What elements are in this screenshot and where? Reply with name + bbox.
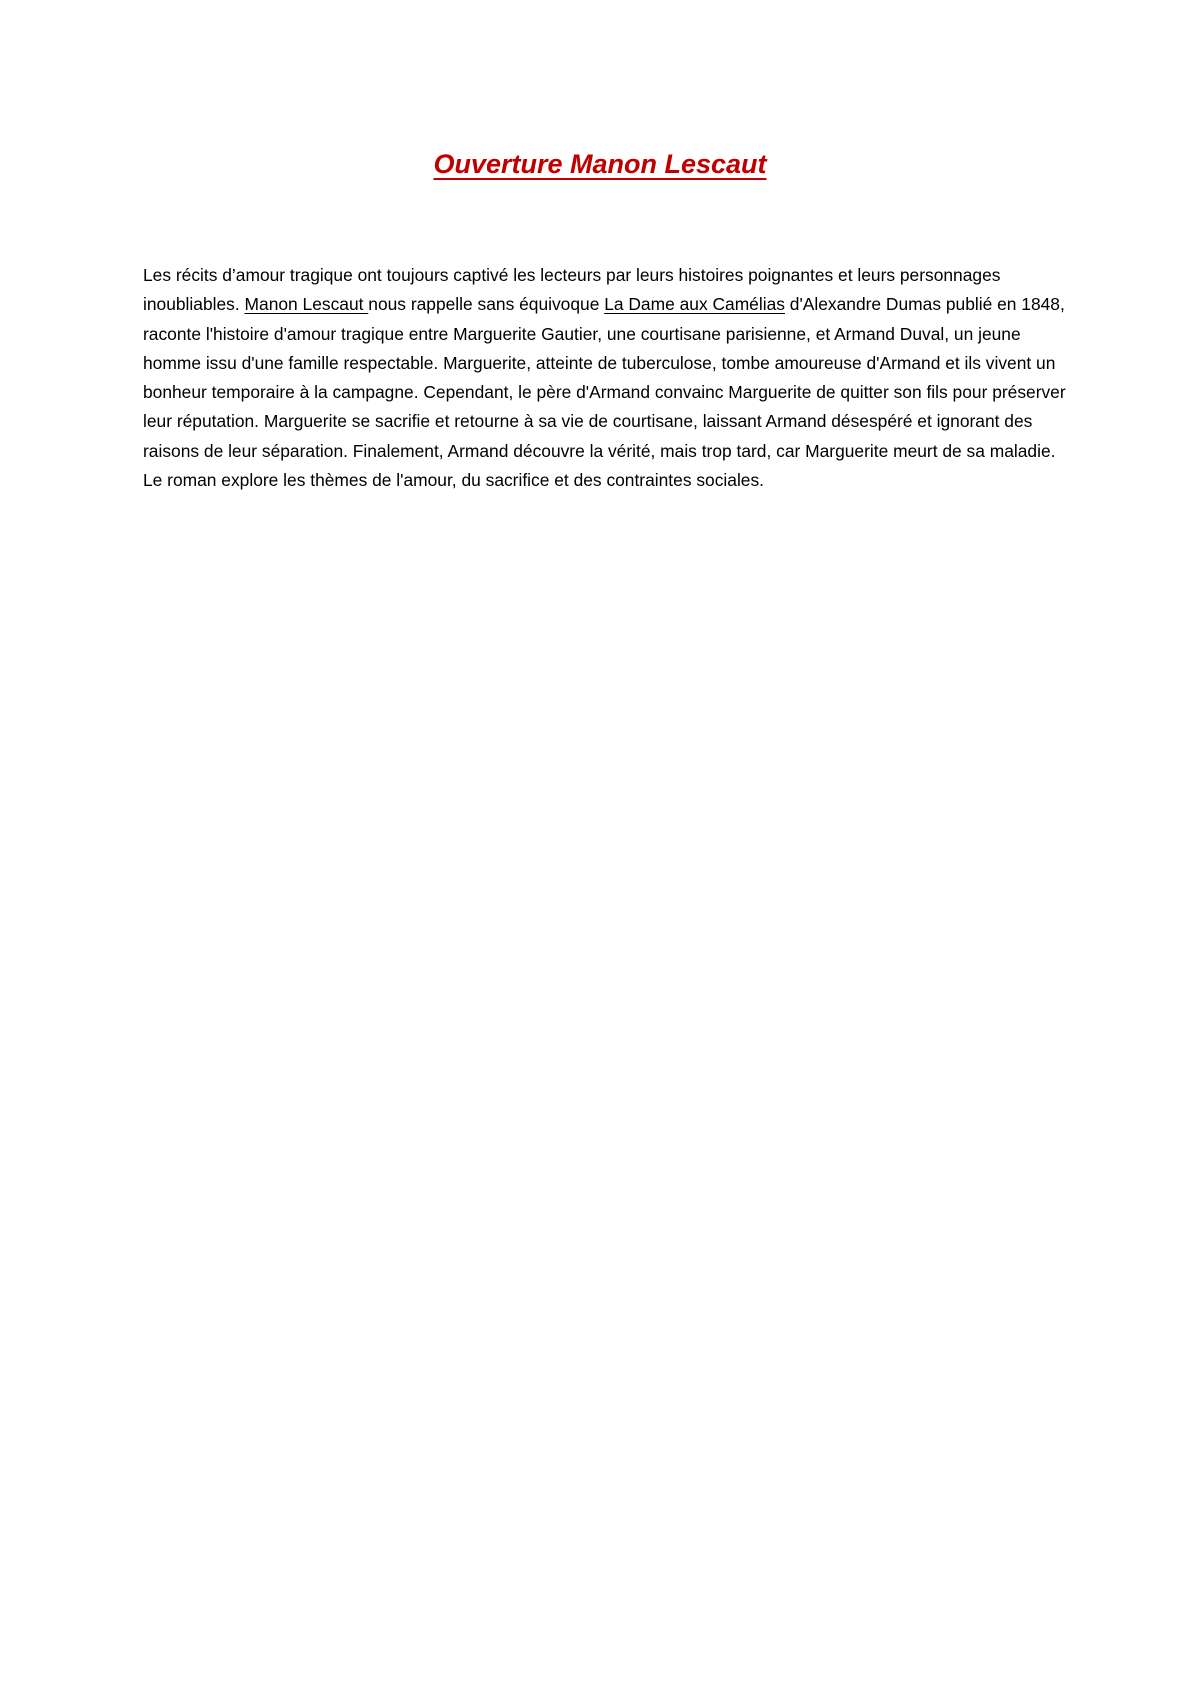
- body-paragraph: [143, 261, 1073, 495]
- document-title: Ouverture Manon Lescaut: [433, 149, 767, 179]
- paragraph-middle: nous rappelle sans équivoque: [368, 294, 605, 315]
- paragraph-rest: d'Alexandre Dumas publié en 1848, raconte l'histoire d'amour tragique entre Marguerite Gautier, une courtisane parisienne, et Armand Duval, un jeune homme issu d'une famille respectable. Marguerite, atteinte de tuberculose, tombe amoureuse d'Armand et ils vivent un bonheur temporaire à la campagne. Cependant, le père d'Armand convainc Marguerite de quitter son fils pour préserver leur réputation. Marguerite se sacrifie et retourne à sa vie de courtisane, laissant Armand désespéré et ignorant des raisons de leur séparation. Finalement, Armand découvre la vérité, mais trop tard, car Marguerite meurt de sa maladie. Le roman explore les thèmes de l'amour, du sacrifice et des contraintes sociales.: [143, 294, 1066, 491]
- book-title-manon-lescaut: Manon Lescaut: [244, 294, 369, 315]
- paragraph-intro: Les récits d’amour tragique ont toujours captivé les lecteurs par leurs histoires poignantes et leurs personnages inoubliables.: [143, 265, 1001, 315]
- book-title-dame-aux-camelias: La Dame aux Camélias: [604, 294, 785, 315]
